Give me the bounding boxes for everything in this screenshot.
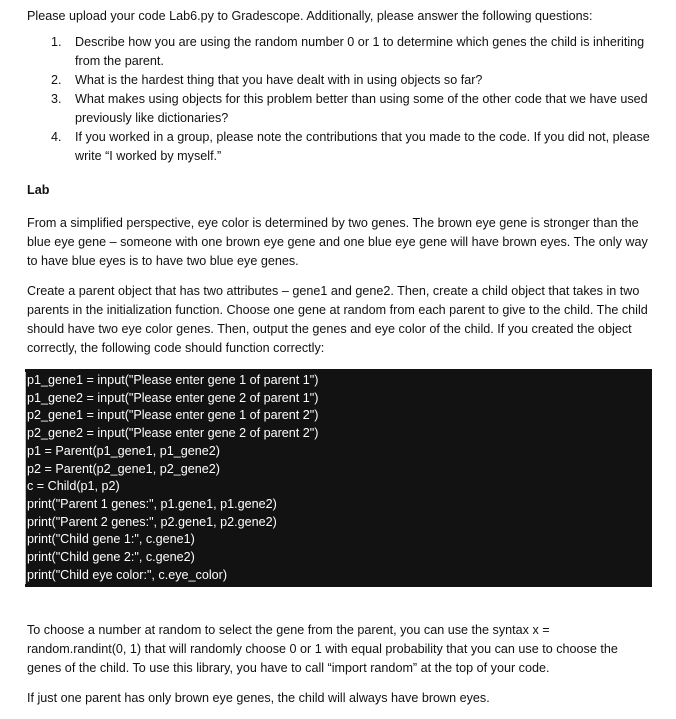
intro-text: Please upload your code Lab6.py to Gradescope. Additionally, please answer the following questions: xyxy=(27,9,593,23)
code-line: p2_gene2 = input("Please enter gene 2 of parent 2") xyxy=(25,425,652,443)
code-line: p1_gene2 = input("Please enter gene 2 of parent 1") xyxy=(25,390,652,408)
question-text: What makes using objects for this problem better than using some of the other code that we have used previously like dictionaries? xyxy=(75,92,648,125)
question-item xyxy=(51,33,652,71)
question-text: If you worked in a group, please note the contributions that you made to the code. If you did not, please write “I worked by myself.” xyxy=(75,130,650,163)
code-block xyxy=(25,369,652,587)
question-list xyxy=(27,33,652,166)
question-number: 2. xyxy=(51,73,62,87)
question-number: 3. xyxy=(51,92,62,106)
code-line: p1 = Parent(p1_gene1, p1_gene2) xyxy=(25,443,652,461)
code-line: print("Child eye color:", c.eye_color) xyxy=(25,567,652,585)
question-number: 4. xyxy=(51,130,62,144)
question-text: What is the hardest thing that you have dealt with in using objects so far? xyxy=(75,73,483,87)
code-line: p2 = Parent(p2_gene1, p2_gene2) xyxy=(25,461,652,479)
code-line: print("Child gene 1:", c.gene1) xyxy=(25,531,652,549)
paragraph-random-syntax: To choose a number at random to select the gene from the parent, you can use the syntax x = random.randint(0, 1) that will randomly choose 0 or 1 with equal probability that you can use to choose the genes of the child. To use this library, you have to call “import random” at the top of your code. xyxy=(27,623,618,676)
code-line: p2_gene1 = input("Please enter gene 1 of parent 2") xyxy=(25,407,652,425)
paragraph-eye-color: From a simplified perspective, eye color is determined by two genes. The brown eye gene is stronger than the blue eye gene – someone with one brown eye gene and one blue eye gene will have brown eyes. The only way to have blue eyes is to have two blue eye genes. xyxy=(27,216,648,268)
paragraph-brown-eyes: If just one parent has only brown eye genes, the child will always have brown eyes. xyxy=(27,691,490,706)
document-page xyxy=(27,7,652,719)
lab-heading: Lab xyxy=(27,183,50,197)
question-text: Describe how you are using the random number 0 or 1 to determine which genes the child is inheriting from the parent. xyxy=(75,35,645,68)
question-item xyxy=(51,71,652,90)
question-item xyxy=(51,90,652,128)
question-item xyxy=(51,128,652,166)
code-line: c = Child(p1, p2) xyxy=(25,478,652,496)
code-line: print("Parent 2 genes:", p2.gene1, p2.gene2) xyxy=(25,514,652,532)
code-line: p1_gene1 = input("Please enter gene 1 of parent 1") xyxy=(25,372,652,390)
question-number: 1. xyxy=(51,35,62,49)
code-line: print("Child gene 2:", c.gene2) xyxy=(25,549,652,567)
paragraph-instructions: Create a parent object that has two attributes – gene1 and gene2. Then, create a child object that takes in two parents in the initialization function. Choose one gene at random from each parent to give to the child. The child should have two eye color genes. Then, output the genes and eye color of the child. If you created the object correctly, the following code should function correctly: xyxy=(27,284,648,355)
code-line: print("Parent 1 genes:", p1.gene1, p1.gene2) xyxy=(25,496,652,514)
